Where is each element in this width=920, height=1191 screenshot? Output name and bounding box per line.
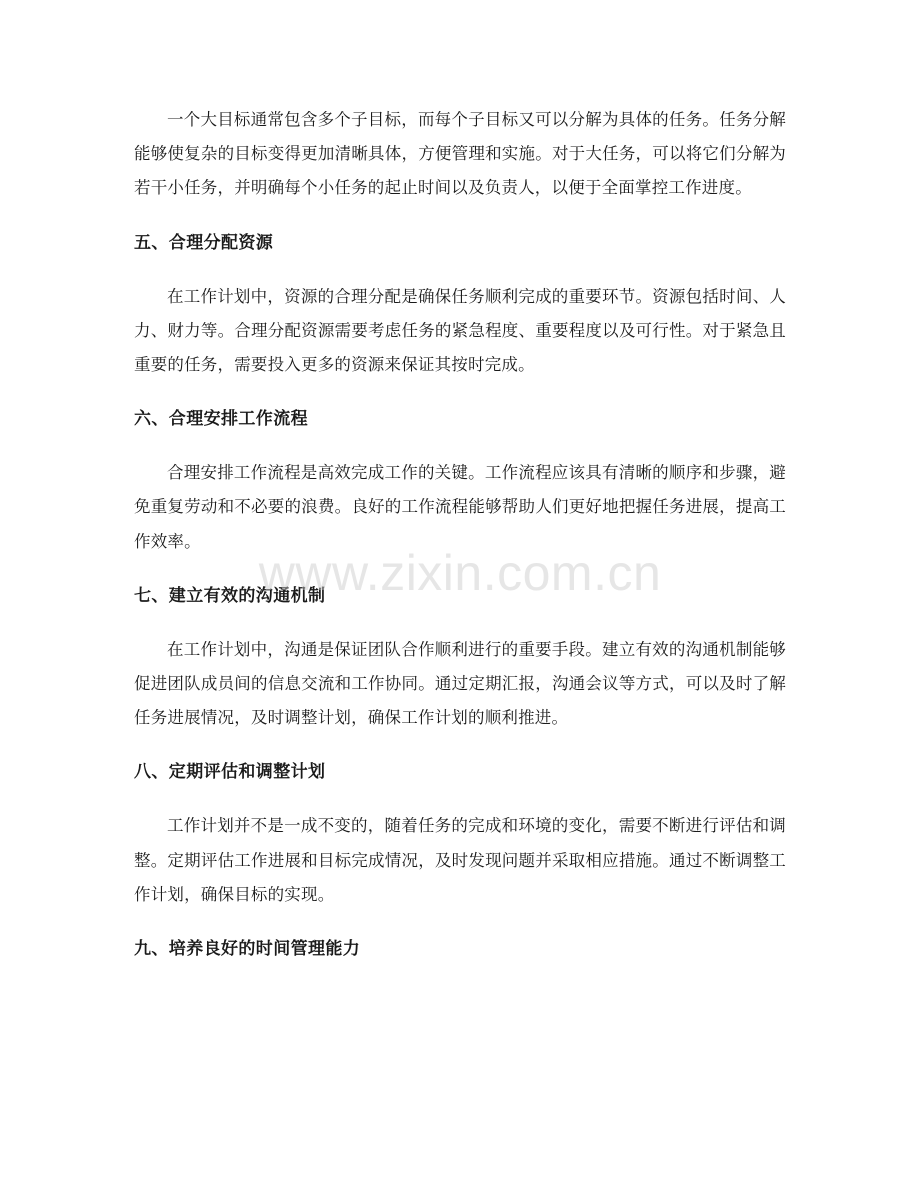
watermark: www.zixin.com.cn: [258, 545, 662, 601]
document-body: [134, 103, 786, 986]
section-paragraph-7: 在工作计划中，沟通是保证团队合作顺利进行的重要手段。建立有效的沟通机制能够促进团队成员间的信息交流和工作协同。通过定期汇报，沟通会议等方式，可以及时了解任务进展情况，及时调整计划，确保工作计划的顺利推进。: [134, 639, 786, 728]
section-paragraph-5: 在工作计划中，资源的合理分配是确保任务顺利完成的重要环节。资源包括时间、人力、财力等。合理分配资源需要考虑任务的紧急程度、重要程度以及可行性。对于紧急且重要的任务，需要投入更多的资源来保证其按时完成。: [134, 286, 786, 375]
intro-paragraph: 一个大目标通常包含多个子目标，而每个子目标又可以分解为具体的任务。任务分解能够使复杂的目标变得更加清晰具体，方便管理和实施。对于大任务，可以将它们分解为若干小任务，并明确每个小任务的起止时间以及负责人，以便于全面掌控工作进度。: [134, 110, 786, 198]
section-heading-5: 五、合理分配资源: [134, 232, 274, 253]
section-paragraph-8: 工作计划并不是一成不变的，随着任务的完成和环境的变化，需要不断进行评估和调整。定期评估工作进展和目标完成情况，及时发现问题并采取相应措施。通过不断调整工作计划，确保目标的实现。: [134, 816, 786, 904]
section-heading-7: 七、建立有效的沟通机制: [134, 585, 326, 606]
section-heading-6: 六、合理安排工作流程: [134, 409, 308, 430]
section-heading-8: 八、定期评估和调整计划: [134, 762, 326, 783]
section-paragraph-6: 合理安排工作流程是高效完成工作的关键。工作流程应该具有清晰的顺序和步骤，避免重复劳动和不必要的浪费。良好的工作流程能够帮助人们更好地把握任务进展，提高工作效率。: [134, 463, 786, 551]
section-heading-9: 九、培养良好的时间管理能力: [134, 939, 361, 960]
